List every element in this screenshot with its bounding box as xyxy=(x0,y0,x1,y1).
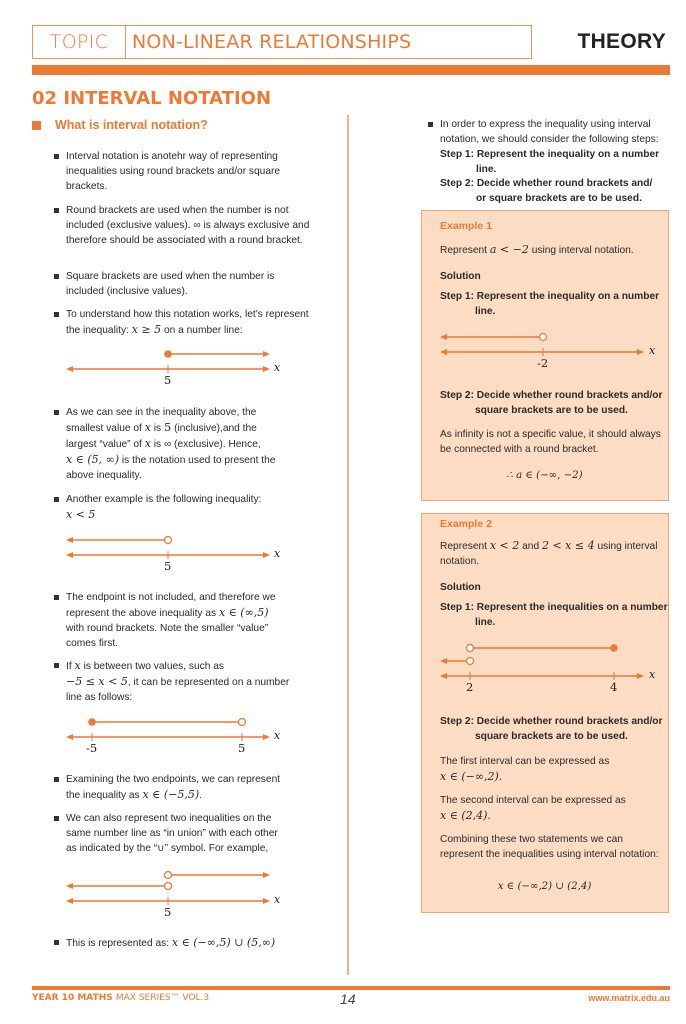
step-2-text: Step 2: Decide whether round brackets and/or xyxy=(440,390,663,401)
section-type-label: THEORY xyxy=(577,30,666,53)
footer-divider-bar xyxy=(32,986,670,990)
step-1-cont: line. xyxy=(475,617,496,628)
section-title: 02 INTERVAL NOTATION xyxy=(32,88,272,109)
tick-label: -2 xyxy=(537,356,549,370)
website-link[interactable]: www.matrix.edu.au xyxy=(588,993,670,1003)
tick-label: 5 xyxy=(164,373,172,387)
tick-label: -5 xyxy=(86,741,98,755)
topic-header-box xyxy=(32,25,532,59)
axis-label: x xyxy=(649,668,656,681)
step-2-cont: square brackets are to be used. xyxy=(475,731,628,742)
bullet-item: The endpoint is not included, and therefore we represent the above inequality as x ∈ (∞,5) with round brackets. Note the smaller “value” comes first. xyxy=(66,590,311,651)
axis-label: x xyxy=(274,547,281,560)
example-2-box xyxy=(421,513,669,913)
tick-label: 2 xyxy=(466,680,474,694)
topic-label: TOPIC xyxy=(33,26,126,58)
bullet-item: Round brackets are used when the number is not included (exclusive values). ∞ is always exclusive and therefore should be associated with a round bracket. xyxy=(66,203,311,248)
axis-label: x xyxy=(649,344,656,357)
second-interval: The second interval can be expressed as x ∈ (2,4). xyxy=(440,795,626,822)
example-prompt: Represent x < 2 and 2 < x ≤ 4 using interval notation. xyxy=(440,539,658,567)
bullet-icon xyxy=(54,312,59,317)
axis-label: x xyxy=(274,361,281,374)
bullet-icon xyxy=(428,122,433,127)
intro-step-1: Step 1: Represent the inequality on a number xyxy=(440,149,660,160)
number-line-x-ge-5 xyxy=(64,346,284,386)
tick-label: 5 xyxy=(238,741,246,755)
step-1-text: Step 1: Represent the inequality on a number xyxy=(440,291,660,302)
math-expression: x < 5 xyxy=(66,508,96,521)
bullet-item: This is represented as: x ∈ (−∞,5) ∪ (5,∞) xyxy=(66,935,326,951)
bullet-item: Examining the two endpoints, we can represent the inequality as x ∈ (−5,5). xyxy=(66,772,311,803)
example-1-box xyxy=(421,210,669,501)
bullet-item: In order to express the inequality using interval notation, we should consider the following steps: xyxy=(440,117,675,147)
number-line-x-lt-5 xyxy=(64,534,284,574)
series-label: YEAR 10 MATHS MAX SERIES™ VOL.3 xyxy=(32,993,210,1003)
intro-step-1-cont: line. xyxy=(476,164,497,175)
bullet-icon xyxy=(54,777,59,782)
topic-title: NON-LINEAR RELATIONSHIPS xyxy=(132,31,412,53)
number-line-a-lt-neg2 xyxy=(438,331,658,371)
example-title: Example 1 xyxy=(440,220,492,232)
intro-step-2: Step 2: Decide whether round brackets and/ xyxy=(440,178,653,189)
tick-label: 5 xyxy=(164,905,172,919)
bullet-icon xyxy=(54,154,59,159)
bullet-icon xyxy=(54,410,59,415)
number-line-two-intervals xyxy=(438,642,658,694)
example-answer: x ∈ (−∞,2) ∪ (2,4) xyxy=(497,881,592,892)
axis-label: x xyxy=(274,729,281,742)
solution-label: Solution xyxy=(440,271,481,282)
math-expression: x ∈ (−∞,5) ∪ (5,∞) xyxy=(171,936,276,949)
column-divider xyxy=(347,115,349,975)
step-1-text: Step 1: Represent the inequalities on a number xyxy=(440,602,668,613)
bullet-item: Another example is the following inequality: x < 5 xyxy=(66,492,311,523)
header-divider-bar xyxy=(32,65,670,75)
first-interval: The first interval can be expressed as x ∈ (−∞,2). xyxy=(440,756,610,783)
bullet-item: Square brackets are used when the number is included (inclusive values). xyxy=(66,269,311,299)
axis-label: x xyxy=(274,893,281,906)
step-2-cont: square brackets are to be used. xyxy=(475,405,628,416)
example-prompt: Represent a < −2 using interval notation. xyxy=(440,243,634,256)
bullet-item: Interval notation is anotehr way of representing inequalities using round brackets and/or square brackets. xyxy=(66,149,306,194)
explanation: As infinity is not a specific value, it should always be connected with a round bracket. xyxy=(440,429,661,455)
step-2-text: Step 2: Decide whether round brackets and/or xyxy=(440,716,663,727)
bullet-item: If x is between two values, such as −5 ≤ x < 5, it can be represented on a number line as follows: xyxy=(66,658,311,705)
subheading-text: What is interval notation? xyxy=(55,118,208,132)
subheading xyxy=(32,118,208,132)
number-line-between xyxy=(64,716,284,756)
square-bullet-icon xyxy=(32,121,41,130)
combine-text: Combining these two statements we can represent the inequalities using interval notation: xyxy=(440,834,659,860)
solution-label: Solution xyxy=(440,582,481,593)
bullet-item: We can also represent two inequalities on the same number line as “in union” with each other as indicated by the “∪” symbol. For example, xyxy=(66,811,311,856)
example-answer: ∴ a ∈ (−∞, −2) xyxy=(506,470,583,481)
bullet-icon xyxy=(54,497,59,502)
bullet-icon xyxy=(54,663,59,668)
bullet-item: To understand how this notation works, let's represent the inequality: x ≥ 5 on a number line: xyxy=(66,307,311,338)
page-number: 14 xyxy=(340,991,356,1007)
bullet-icon xyxy=(54,208,59,213)
number-line-union xyxy=(64,869,284,919)
bullet-icon xyxy=(54,816,59,821)
bullet-item: As we can see in the inequality above, the smallest value of x is 5 (inclusive),and the largest “value” of x is ∞ (exclusive). Hence, x ∈ (5, ∞) is the notation used to present the above inequality. xyxy=(66,405,311,483)
intro-step-2-cont: or square brackets are to be used. xyxy=(476,193,642,204)
step-1-cont: line. xyxy=(475,306,496,317)
math-expression: x ≥ 5 xyxy=(131,323,162,336)
tick-label: 4 xyxy=(610,680,618,694)
tick-label: 5 xyxy=(164,559,172,573)
bullet-icon xyxy=(54,274,59,279)
example-title: Example 2 xyxy=(440,518,492,530)
bullet-icon xyxy=(54,940,59,945)
bullet-icon xyxy=(54,595,59,600)
